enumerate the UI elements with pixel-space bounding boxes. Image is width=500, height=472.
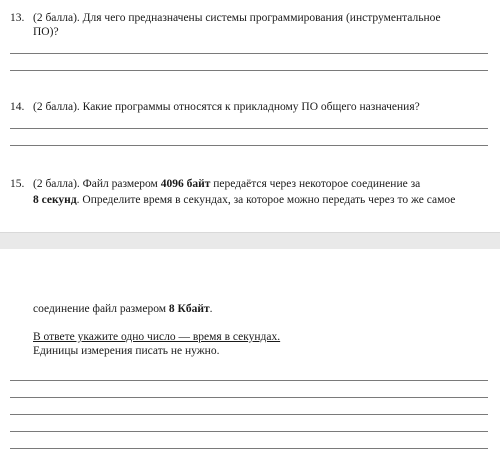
q15-answer-line-1 <box>10 380 488 381</box>
q15-time-bold: 8 секунд <box>33 194 77 206</box>
q15-units-note: Единицы измерения писать не нужно. <box>33 345 220 357</box>
q13-text-line2: ПО)? <box>33 26 59 38</box>
page-break <box>0 232 500 250</box>
q15-text-line1: (2 балла). Файл размером 4096 байт передаётся через некоторое соединение за <box>33 178 421 190</box>
q13-answer-line-1 <box>10 53 488 54</box>
q14-answer-line-1 <box>10 128 488 129</box>
q14-number: 14. <box>10 101 25 113</box>
q13-number: 13. <box>10 12 25 24</box>
worksheet-page-bottom <box>0 249 500 472</box>
q15-answer-instruction: В ответе укажите одно число — время в секундах. <box>33 331 281 343</box>
q15-answer-line-5 <box>10 448 488 449</box>
q15-text-line3: соединение файл размером 8 Кбайт. <box>33 303 213 315</box>
q15-answer-line-3 <box>10 414 488 415</box>
worksheet-page-top <box>0 0 500 232</box>
q14-text-line1: (2 балла). Какие программы относятся к прикладному ПО общего назначения? <box>33 101 420 113</box>
q13-answer-line-2 <box>10 70 488 71</box>
q15-text-line2: 8 секунд. Определите время в секундах, за которое можно передать через то же самое <box>33 194 456 206</box>
q13-text-line1: (2 балла). Для чего предназначены системы программирования (инструментальное <box>33 12 441 24</box>
q15-answer-line-4 <box>10 431 488 432</box>
q15-number: 15. <box>10 178 25 190</box>
q15-answer-line-2 <box>10 397 488 398</box>
q14-answer-line-2 <box>10 145 488 146</box>
q15-file-size-bold: 4096 байт <box>160 178 211 190</box>
q15-target-size-bold: 8 Кбайт <box>168 303 210 315</box>
